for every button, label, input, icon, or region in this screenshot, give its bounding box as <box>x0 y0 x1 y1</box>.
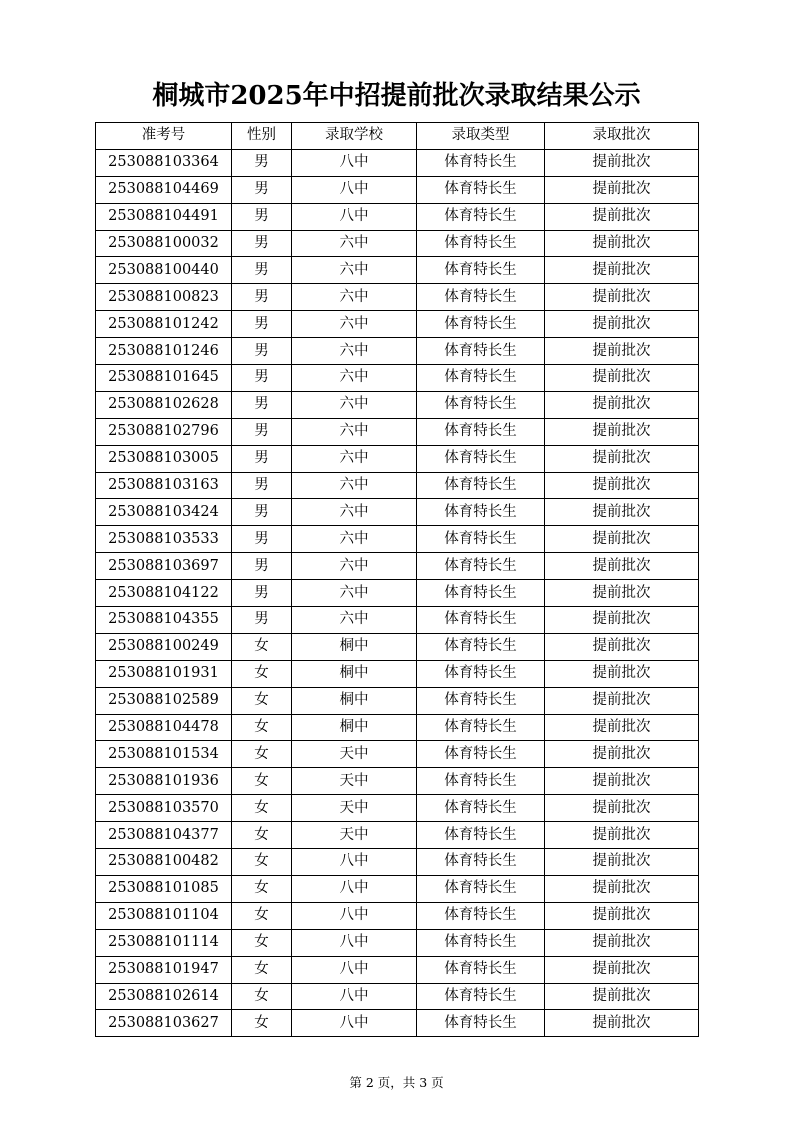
type-cell: 体育特长生 <box>417 580 545 607</box>
batch-cell: 提前批次 <box>545 633 699 660</box>
gender-cell: 男 <box>232 203 292 230</box>
type-cell: 体育特长生 <box>417 983 545 1010</box>
type-cell: 体育特长生 <box>417 607 545 634</box>
batch-cell: 提前批次 <box>545 338 699 365</box>
table-row <box>96 472 699 499</box>
school-cell: 六中 <box>292 553 417 580</box>
table-row <box>96 607 699 634</box>
gender-cell: 女 <box>232 875 292 902</box>
gender-cell: 男 <box>232 445 292 472</box>
type-cell: 体育特长生 <box>417 445 545 472</box>
exam-number-cell: 253088103005 <box>96 445 232 472</box>
table-row <box>96 580 699 607</box>
exam-number-cell: 253088100249 <box>96 633 232 660</box>
school-cell: 六中 <box>292 230 417 257</box>
batch-cell: 提前批次 <box>545 284 699 311</box>
table-row <box>96 203 699 230</box>
school-cell: 八中 <box>292 902 417 929</box>
header-exam-number: 准考号 <box>96 123 232 150</box>
table-row <box>96 526 699 553</box>
type-cell: 体育特长生 <box>417 176 545 203</box>
gender-cell: 女 <box>232 902 292 929</box>
exam-number-cell: 253088102796 <box>96 418 232 445</box>
exam-number-cell: 253088104491 <box>96 203 232 230</box>
batch-cell: 提前批次 <box>545 391 699 418</box>
table-row <box>96 875 699 902</box>
batch-cell: 提前批次 <box>545 660 699 687</box>
exam-number-cell: 253088101114 <box>96 929 232 956</box>
exam-number-cell: 253088101085 <box>96 875 232 902</box>
exam-number-cell: 253088100823 <box>96 284 232 311</box>
type-cell: 体育特长生 <box>417 741 545 768</box>
school-cell: 天中 <box>292 822 417 849</box>
type-cell: 体育特长生 <box>417 230 545 257</box>
batch-cell: 提前批次 <box>545 875 699 902</box>
table-row <box>96 822 699 849</box>
school-cell: 桐中 <box>292 714 417 741</box>
school-cell: 六中 <box>292 499 417 526</box>
table-row <box>96 768 699 795</box>
gender-cell: 男 <box>232 391 292 418</box>
batch-cell: 提前批次 <box>545 983 699 1010</box>
batch-cell: 提前批次 <box>545 445 699 472</box>
school-cell: 八中 <box>292 983 417 1010</box>
exam-number-cell: 253088103424 <box>96 499 232 526</box>
gender-cell: 男 <box>232 338 292 365</box>
exam-number-cell: 253088102628 <box>96 391 232 418</box>
table-row <box>96 714 699 741</box>
school-cell: 八中 <box>292 849 417 876</box>
table-row <box>96 687 699 714</box>
table-row <box>96 284 699 311</box>
table-row <box>96 391 699 418</box>
exam-number-cell: 253088103533 <box>96 526 232 553</box>
school-cell: 六中 <box>292 365 417 392</box>
gender-cell: 男 <box>232 526 292 553</box>
type-cell: 体育特长生 <box>417 338 545 365</box>
gender-cell: 女 <box>232 741 292 768</box>
batch-cell: 提前批次 <box>545 311 699 338</box>
table-row <box>96 149 699 176</box>
exam-number-cell: 253088100032 <box>96 230 232 257</box>
exam-number-cell: 253088104355 <box>96 607 232 634</box>
type-cell: 体育特长生 <box>417 1010 545 1037</box>
batch-cell: 提前批次 <box>545 607 699 634</box>
table-row <box>96 956 699 983</box>
batch-cell: 提前批次 <box>545 714 699 741</box>
school-cell: 八中 <box>292 929 417 956</box>
gender-cell: 男 <box>232 176 292 203</box>
exam-number-cell: 253088101246 <box>96 338 232 365</box>
type-cell: 体育特长生 <box>417 714 545 741</box>
batch-cell: 提前批次 <box>545 687 699 714</box>
type-cell: 体育特长生 <box>417 418 545 445</box>
school-cell: 八中 <box>292 203 417 230</box>
type-cell: 体育特长生 <box>417 257 545 284</box>
batch-cell: 提前批次 <box>545 257 699 284</box>
school-cell: 桐中 <box>292 660 417 687</box>
table-row <box>96 230 699 257</box>
exam-number-cell: 253088103627 <box>96 1010 232 1037</box>
gender-cell: 男 <box>232 257 292 284</box>
table-row <box>96 257 699 284</box>
exam-number-cell: 253088104377 <box>96 822 232 849</box>
table-row <box>96 418 699 445</box>
table-row <box>96 929 699 956</box>
type-cell: 体育特长生 <box>417 902 545 929</box>
school-cell: 桐中 <box>292 633 417 660</box>
gender-cell: 女 <box>232 822 292 849</box>
table-row <box>96 660 699 687</box>
batch-cell: 提前批次 <box>545 822 699 849</box>
type-cell: 体育特长生 <box>417 499 545 526</box>
batch-cell: 提前批次 <box>545 176 699 203</box>
exam-number-cell: 253088104478 <box>96 714 232 741</box>
batch-cell: 提前批次 <box>545 230 699 257</box>
table-header-row <box>96 123 699 150</box>
exam-number-cell: 253088101104 <box>96 902 232 929</box>
school-cell: 八中 <box>292 875 417 902</box>
school-cell: 天中 <box>292 795 417 822</box>
school-cell: 六中 <box>292 284 417 311</box>
header-admission-batch: 录取批次 <box>545 123 699 150</box>
type-cell: 体育特长生 <box>417 553 545 580</box>
school-cell: 六中 <box>292 472 417 499</box>
table-row <box>96 365 699 392</box>
page-footer: 第 2 页，共 3 页 <box>349 1075 444 1090</box>
type-cell: 体育特长生 <box>417 149 545 176</box>
school-cell: 八中 <box>292 956 417 983</box>
gender-cell: 女 <box>232 849 292 876</box>
exam-number-cell: 253088103697 <box>96 553 232 580</box>
school-cell: 六中 <box>292 445 417 472</box>
school-cell: 六中 <box>292 580 417 607</box>
table-row <box>96 1010 699 1037</box>
batch-cell: 提前批次 <box>545 902 699 929</box>
type-cell: 体育特长生 <box>417 929 545 956</box>
gender-cell: 女 <box>232 956 292 983</box>
table-row <box>96 795 699 822</box>
gender-cell: 女 <box>232 1010 292 1037</box>
gender-cell: 女 <box>232 687 292 714</box>
batch-cell: 提前批次 <box>545 929 699 956</box>
table-row <box>96 741 699 768</box>
type-cell: 体育特长生 <box>417 365 545 392</box>
table-row <box>96 176 699 203</box>
type-cell: 体育特长生 <box>417 633 545 660</box>
type-cell: 体育特长生 <box>417 687 545 714</box>
gender-cell: 男 <box>232 472 292 499</box>
exam-number-cell: 253088102589 <box>96 687 232 714</box>
gender-cell: 女 <box>232 660 292 687</box>
batch-cell: 提前批次 <box>545 795 699 822</box>
table-row <box>96 633 699 660</box>
batch-cell: 提前批次 <box>545 472 699 499</box>
school-cell: 八中 <box>292 176 417 203</box>
exam-number-cell: 253088101242 <box>96 311 232 338</box>
table-row <box>96 311 699 338</box>
type-cell: 体育特长生 <box>417 660 545 687</box>
table-row <box>96 338 699 365</box>
batch-cell: 提前批次 <box>545 365 699 392</box>
batch-cell: 提前批次 <box>545 553 699 580</box>
batch-cell: 提前批次 <box>545 526 699 553</box>
school-cell: 六中 <box>292 338 417 365</box>
exam-number-cell: 253088100440 <box>96 257 232 284</box>
school-cell: 八中 <box>292 149 417 176</box>
batch-cell: 提前批次 <box>545 956 699 983</box>
batch-cell: 提前批次 <box>545 741 699 768</box>
exam-number-cell: 253088101947 <box>96 956 232 983</box>
batch-cell: 提前批次 <box>545 580 699 607</box>
batch-cell: 提前批次 <box>545 203 699 230</box>
exam-number-cell: 253088101931 <box>96 660 232 687</box>
table-row <box>96 902 699 929</box>
school-cell: 六中 <box>292 257 417 284</box>
gender-cell: 女 <box>232 929 292 956</box>
exam-number-cell: 253088102614 <box>96 983 232 1010</box>
school-cell: 桐中 <box>292 687 417 714</box>
page-title: 桐城市2025年中招提前批次录取结果公示 <box>152 81 641 111</box>
gender-cell: 男 <box>232 149 292 176</box>
type-cell: 体育特长生 <box>417 526 545 553</box>
table-row <box>96 983 699 1010</box>
batch-cell: 提前批次 <box>545 499 699 526</box>
gender-cell: 女 <box>232 633 292 660</box>
type-cell: 体育特长生 <box>417 849 545 876</box>
gender-cell: 男 <box>232 553 292 580</box>
school-cell: 天中 <box>292 768 417 795</box>
batch-cell: 提前批次 <box>545 849 699 876</box>
table-body <box>96 149 699 1036</box>
header-gender: 性别 <box>232 123 292 150</box>
exam-number-cell: 253088100482 <box>96 849 232 876</box>
batch-cell: 提前批次 <box>545 149 699 176</box>
exam-number-cell: 253088101645 <box>96 365 232 392</box>
type-cell: 体育特长生 <box>417 795 545 822</box>
type-cell: 体育特长生 <box>417 284 545 311</box>
gender-cell: 女 <box>232 768 292 795</box>
header-admission-type: 录取类型 <box>417 123 545 150</box>
table-row <box>96 553 699 580</box>
admission-results-table <box>95 122 699 1037</box>
exam-number-cell: 253088104122 <box>96 580 232 607</box>
gender-cell: 男 <box>232 284 292 311</box>
exam-number-cell: 253088103163 <box>96 472 232 499</box>
type-cell: 体育特长生 <box>417 768 545 795</box>
school-cell: 六中 <box>292 391 417 418</box>
type-cell: 体育特长生 <box>417 311 545 338</box>
batch-cell: 提前批次 <box>545 768 699 795</box>
gender-cell: 女 <box>232 795 292 822</box>
school-cell: 六中 <box>292 418 417 445</box>
batch-cell: 提前批次 <box>545 1010 699 1037</box>
school-cell: 八中 <box>292 1010 417 1037</box>
header-admitted-school: 录取学校 <box>292 123 417 150</box>
gender-cell: 男 <box>232 230 292 257</box>
table-row <box>96 499 699 526</box>
gender-cell: 男 <box>232 365 292 392</box>
gender-cell: 男 <box>232 311 292 338</box>
table-row <box>96 445 699 472</box>
table-row <box>96 849 699 876</box>
gender-cell: 男 <box>232 499 292 526</box>
batch-cell: 提前批次 <box>545 418 699 445</box>
school-cell: 六中 <box>292 607 417 634</box>
gender-cell: 男 <box>232 607 292 634</box>
gender-cell: 男 <box>232 418 292 445</box>
exam-number-cell: 253088103364 <box>96 149 232 176</box>
type-cell: 体育特长生 <box>417 822 545 849</box>
gender-cell: 男 <box>232 580 292 607</box>
type-cell: 体育特长生 <box>417 391 545 418</box>
school-cell: 六中 <box>292 526 417 553</box>
school-cell: 六中 <box>292 311 417 338</box>
type-cell: 体育特长生 <box>417 203 545 230</box>
exam-number-cell: 253088101936 <box>96 768 232 795</box>
exam-number-cell: 253088104469 <box>96 176 232 203</box>
gender-cell: 女 <box>232 714 292 741</box>
type-cell: 体育特长生 <box>417 875 545 902</box>
exam-number-cell: 253088101534 <box>96 741 232 768</box>
type-cell: 体育特长生 <box>417 956 545 983</box>
school-cell: 天中 <box>292 741 417 768</box>
gender-cell: 女 <box>232 983 292 1010</box>
type-cell: 体育特长生 <box>417 472 545 499</box>
exam-number-cell: 253088103570 <box>96 795 232 822</box>
